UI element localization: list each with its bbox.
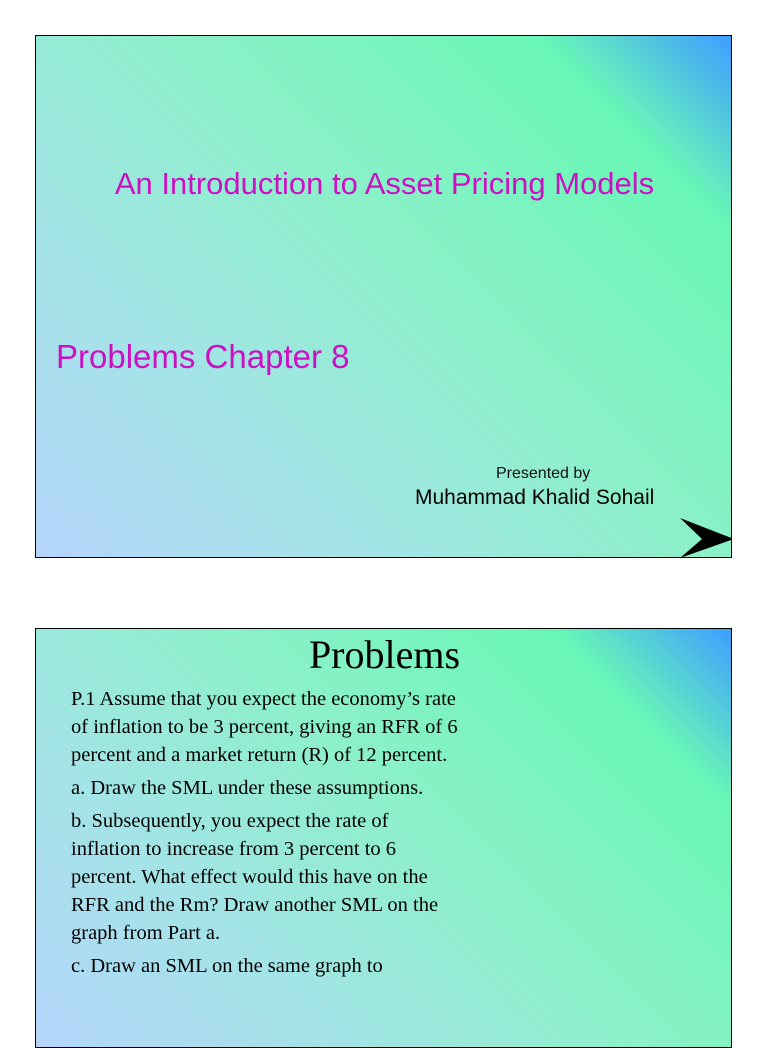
problem-paragraph: P.1 Assume that you expect the economy’s rate of inflation to be 3 percent, giving an RFR of 6 percent and a market return (R) of 12 percent. [71,688,458,766]
title-slide [35,35,732,558]
problem-paragraph: c. Draw an SML on the same graph to [71,955,383,977]
problem-body [71,685,461,985]
problem-paragraph: a. Draw the SML under these assumptions. [71,777,424,799]
problem-paragraph: b. Subsequently, you expect the rate of inflation to increase from 3 percent to 6 percent. What effect would this have on the RFR and the Rm? Draw another SML on the graph from Part a. [71,810,439,944]
presentation-subtitle: Problems Chapter 8 [56,338,350,375]
problems-heading: Problems [308,632,461,677]
presentation-title: An Introduction to Asset Pricing Models [114,166,655,201]
next-arrow-icon[interactable] [680,517,732,558]
presented-by-label: Presented by [496,465,591,482]
author-name: Muhammad Khalid Sohail [415,486,655,509]
problems-slide [35,628,732,1048]
